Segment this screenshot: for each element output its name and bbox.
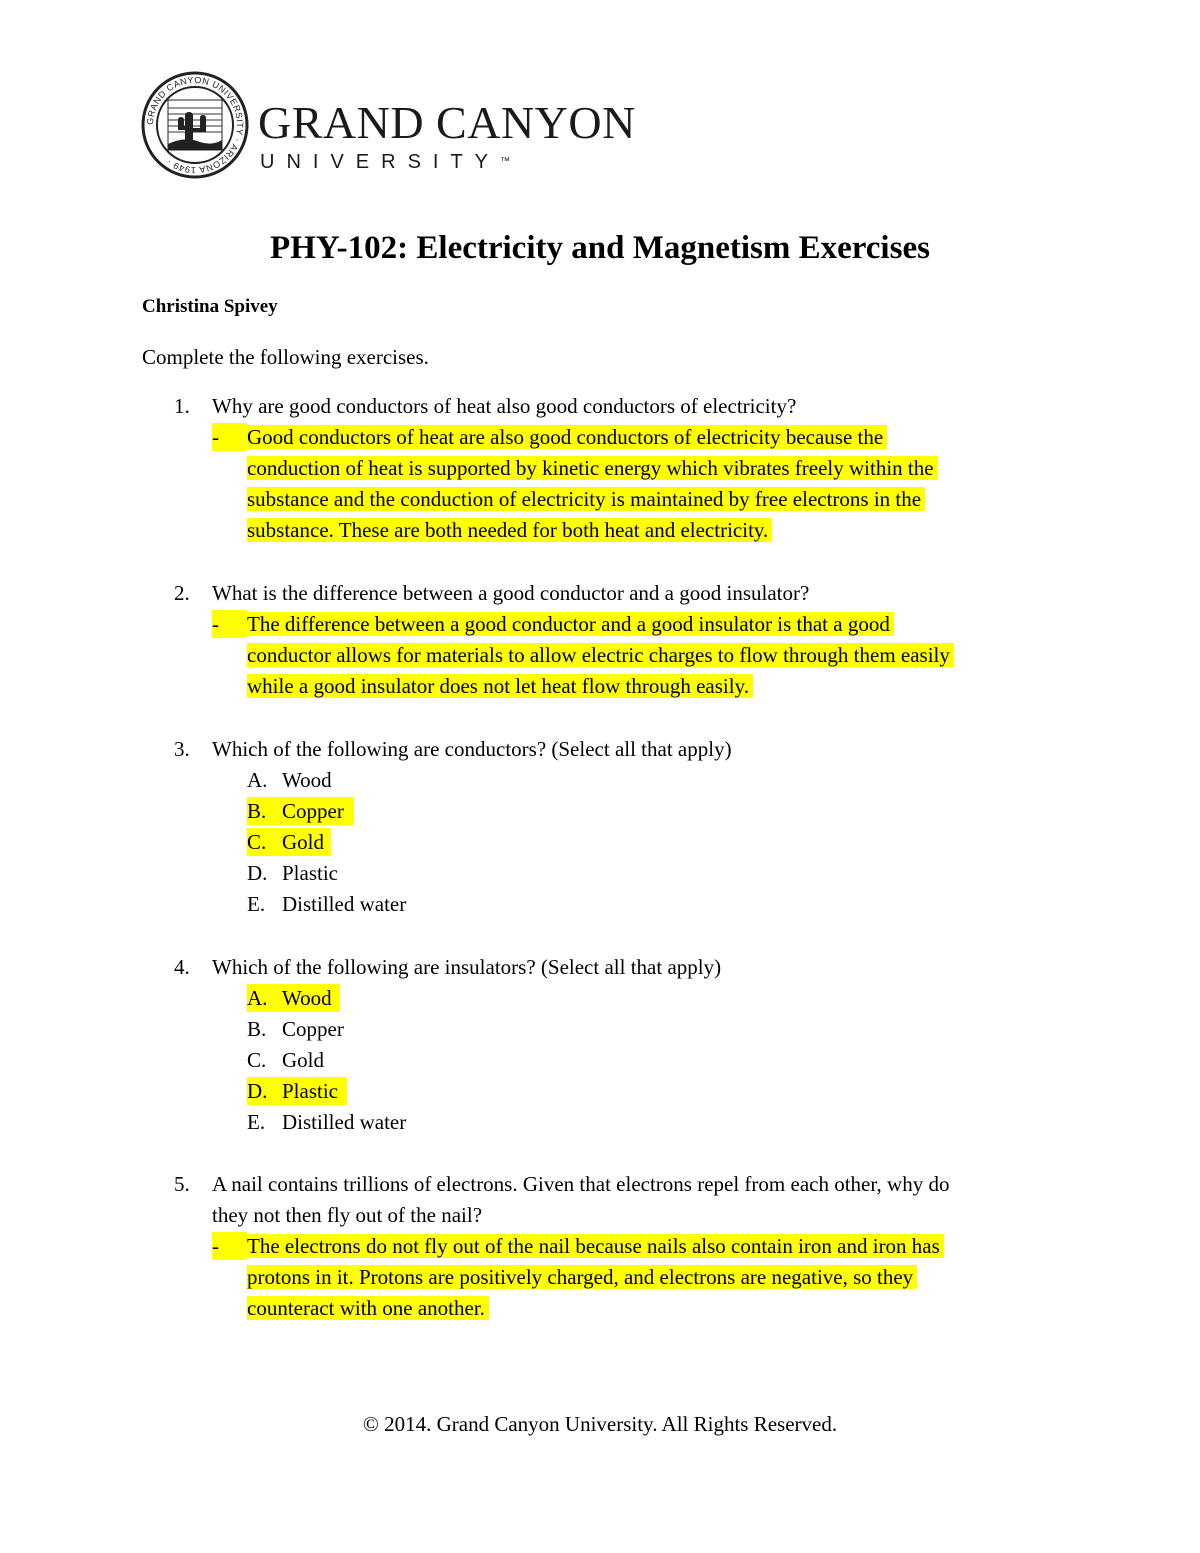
university-wordmark xyxy=(258,97,636,174)
trademark-symbol: ™ xyxy=(500,156,511,167)
question-number: 1. xyxy=(174,394,190,418)
answer-line: counteract with one another. xyxy=(247,1296,489,1320)
question-number: 3. xyxy=(174,737,190,761)
option-text: Gold xyxy=(282,1048,324,1072)
document-title: PHY-102: Electricity and Magnetism Exercises xyxy=(270,230,930,266)
option-text: Gold xyxy=(282,830,324,854)
option-letter: E. xyxy=(247,892,266,916)
option-text: Wood xyxy=(282,768,332,792)
question-text: Which of the following are insulators? (Select all that apply) xyxy=(212,955,722,979)
question-number: 4. xyxy=(174,955,190,979)
option-text: Distilled water xyxy=(282,1110,407,1134)
answer-bullet: - xyxy=(212,610,247,638)
option-letter: B. xyxy=(247,1017,267,1041)
answer-line: conductor allows for materials to allow electric charges to flow through them easily xyxy=(247,643,954,667)
answer-bullet: - xyxy=(212,423,247,451)
copyright-footer: © 2014. Grand Canyon University. All Rights Reserved. xyxy=(362,1412,838,1436)
question-number: 5. xyxy=(174,1172,190,1196)
question-text: Why are good conductors of heat also good conductors of electricity? xyxy=(212,394,797,418)
option-text: Plastic xyxy=(282,861,338,885)
option-letter: B. xyxy=(247,799,267,823)
question-text: they not then fly out of the nail? xyxy=(212,1203,483,1227)
university-name-line2: UNIVERSITY xyxy=(260,151,501,173)
answer-line: The difference between a good conductor and a good insulator is that a good xyxy=(247,612,894,636)
option-letter: C. xyxy=(247,1048,267,1072)
option-letter: D. xyxy=(247,1079,268,1103)
instructions-text: Complete the following exercises. xyxy=(142,345,429,369)
answer-line: substance and the conduction of electricity is maintained by free electrons in the xyxy=(247,487,925,511)
answer-line: Good conductors of heat are also good conductors of electricity because the xyxy=(247,425,887,449)
answer-line: substance. These are both needed for both heat and electricity. xyxy=(247,518,772,542)
question-text: A nail contains trillions of electrons. Given that electrons repel from each other, why do xyxy=(212,1172,950,1196)
university-name-line1: GRAND CANYON xyxy=(258,97,636,148)
university-seal-icon xyxy=(140,70,250,180)
answer-line: The electrons do not fly out of the nail because nails also contain iron and iron has xyxy=(247,1234,944,1258)
question-number: 2. xyxy=(174,581,190,605)
option-text: Copper xyxy=(282,799,344,823)
option-letter: A. xyxy=(247,768,268,792)
answer-bullet: - xyxy=(212,1232,247,1260)
answer-line: conduction of heat is supported by kinetic energy which vibrates freely within the xyxy=(247,456,938,480)
answer-line: protons in it. Protons are positively charged, and electrons are negative, so they xyxy=(247,1265,917,1289)
option-text: Copper xyxy=(282,1017,344,1041)
question-text: Which of the following are conductors? (Select all that apply) xyxy=(212,737,732,761)
option-letter: A. xyxy=(247,986,268,1010)
option-text: Plastic xyxy=(282,1079,338,1103)
option-letter: D. xyxy=(247,861,268,885)
option-letter: E. xyxy=(247,1110,266,1134)
option-text: Distilled water xyxy=(282,892,407,916)
answer-line: while a good insulator does not let heat flow through easily. xyxy=(247,674,753,698)
option-text: Wood xyxy=(282,986,332,1010)
university-logo xyxy=(140,70,660,180)
question-text: What is the difference between a good conductor and a good insulator? xyxy=(212,581,810,605)
option-letter: C. xyxy=(247,830,267,854)
svg-text:GRAND CANYON UNIVERSITY · ARIZ: GRAND CANYON UNIVERSITY · ARIZONA 1949 · xyxy=(144,74,246,176)
author-name: Christina Spivey xyxy=(142,296,278,317)
